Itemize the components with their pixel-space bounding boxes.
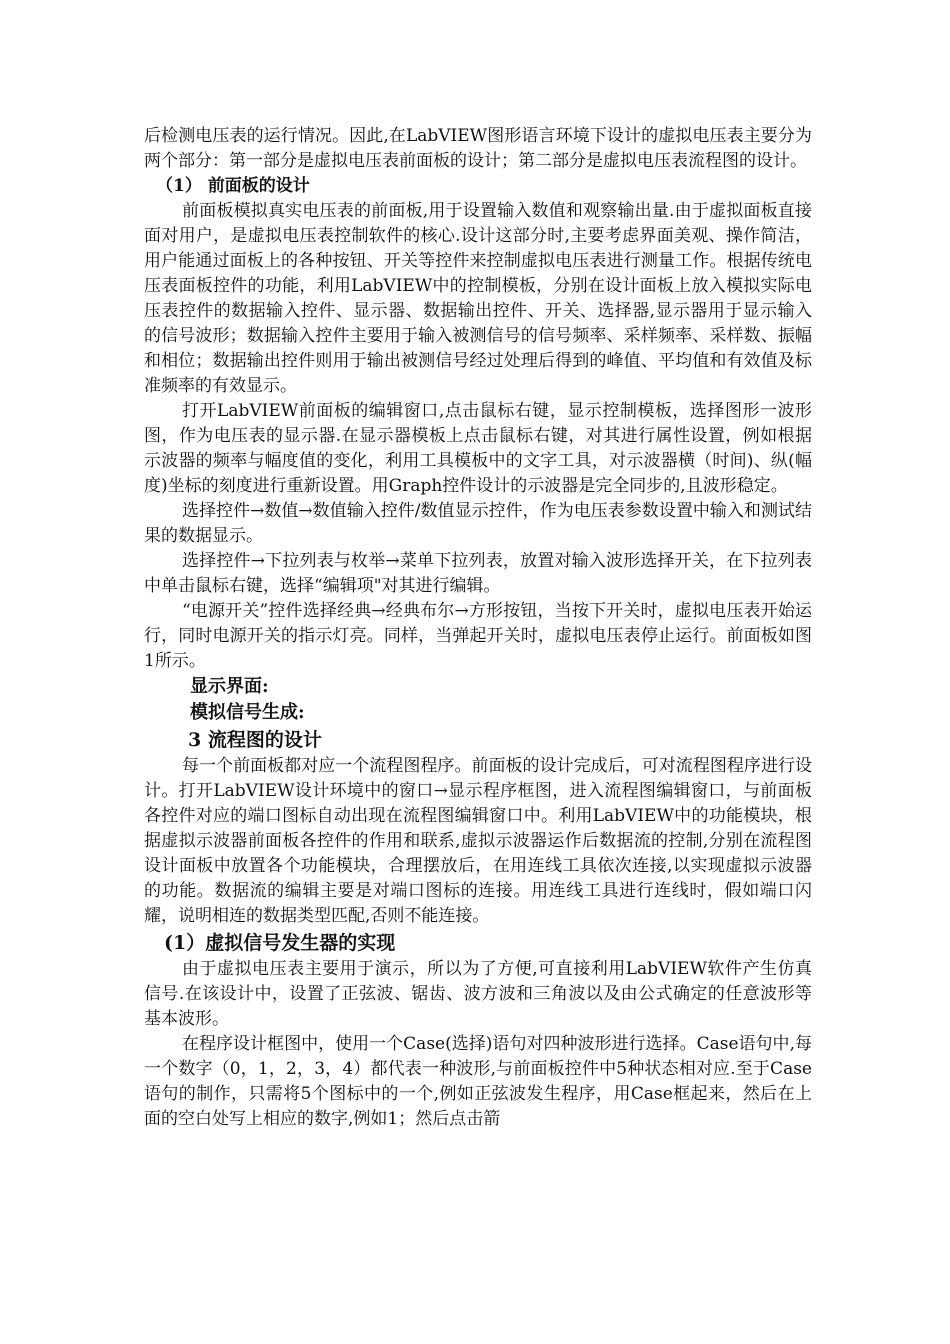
generator-paragraph-2: 在程序设计框图中，使用一个Case(选择)语句对四种波形进行选择。Case语句中,每一个数字（0，1，2，3，4）都代表一种波形,与前面板控件中5种状态相对应.至于Case语句的制作，只需将5个图标中的一个,例如正弦波发生程序，用Case框起来，然后在上面的空白处写上相应的数字,例如1；然后点击箭 <box>144 1034 812 1129</box>
front-panel-paragraph-4: 选择控件→下拉列表与枚举→菜单下拉列表，放置对输入波形选择开关，在下拉列表中单击鼠标右键，选择“编辑项"对其进行编辑。 <box>144 551 812 596</box>
display-ui-heading: 显示界面: <box>190 676 269 697</box>
front-panel-paragraph-5: “电源开关”控件选择经典→经典布尔→方形按钮，当按下开关时，虚拟电压表开始运行，同时电源开关的指示灯亮。同样，当弹起开关时，虚拟电压表停止运行。前面板如图1所示。 <box>144 601 812 671</box>
front-panel-paragraph-1: 前面板模拟真实电压表的前面板,用于设置输入数值和观察输出量.由于虚拟面板直接面对用户，是虚拟电压表控制软件的核心.设计这部分时,主要考虑界面美观、操作简洁，用户能通过面板上的各种按钮、开关等控件来控制虚拟电压表进行测量工作。根据传统电压表面板控件的功能，利用LabVIEW中的控制模板，分别在设计面板上放入模拟实际电压表控件的数据输入控件、显示器、数据输出控件、开关、选择器,显示器用于显示输入的信号波形；数据输入控件主要用于输入被测信号的信号频率、采样频率、采样数、振幅和相位；数据输出控件则用于输出被测信号经过处理后得到的峰值、平均值和有效值及标准频率的有效显示。 <box>144 201 812 396</box>
virtual-generator-heading: (1）虚拟信号发生器的实现 <box>164 932 396 954</box>
front-panel-heading: （1） 前面板的设计 <box>156 176 310 196</box>
flowchart-section-heading: 3 流程图的设计 <box>188 729 322 751</box>
signal-generation-heading: 模拟信号生成: <box>190 702 305 723</box>
intro-paragraph: 后检测电压表的运行情况。因此,在LabVIEW图形语言环境下设计的虚拟电压表主要分为两个部分：第一部分是虚拟电压表前面板的设计；第二部分是虚拟电压表流程图的设计。 <box>144 126 812 171</box>
front-panel-paragraph-2: 打开LabVIEW前面板的编辑窗口,点击鼠标右键，显示控制模板，选择图形一波形图，作为电压表的显示器.在显示器模板上点击鼠标右键，对其进行属性设置，例如根据示波器的频率与幅度值的变化，利用工具模板中的文字工具，对示波器横（时间)、纵(幅度)坐标的刻度进行重新设置。用Graph控件设计的示波器是完全同步的,且波形稳定。 <box>144 401 812 496</box>
generator-paragraph-1: 由于虚拟电压表主要用于演示，所以为了方便,可直接利用LabVIEW软件产生仿真信号.在该设计中，设置了正弦波、锯齿、波方波和三角波以及由公式确定的任意波形等基本波形。 <box>144 959 812 1029</box>
flowchart-paragraph: 每一个前面板都对应一个流程图程序。前面板的设计完成后，可对流程图程序进行设计。打开LabVIEW设计环境中的窗口→显示程序框图，进入流程图编辑窗口，与前面板各控件对应的端口图标自动出现在流程图编辑窗口中。利用LabVIEW中的功能模块，根据虚拟示波器前面板各控件的作用和联系,虚拟示波器运作后数据流的控制,分别在流程图设计面板中放置各个功能模块，合理摆放后，在用连线工具依次连接,以实现虚拟示波器的功能。数据流的编辑主要是对端口图标的连接。用连线工具进行连线时，假如端口闪耀，说明相连的数据类型匹配,否则不能连接。 <box>144 756 812 926</box>
front-panel-paragraph-3: 选择控件→数值→数值输入控件/数值显示控件，作为电压表参数设置中输入和测试结果的数据显示。 <box>144 501 812 546</box>
document-body <box>144 124 812 1132</box>
